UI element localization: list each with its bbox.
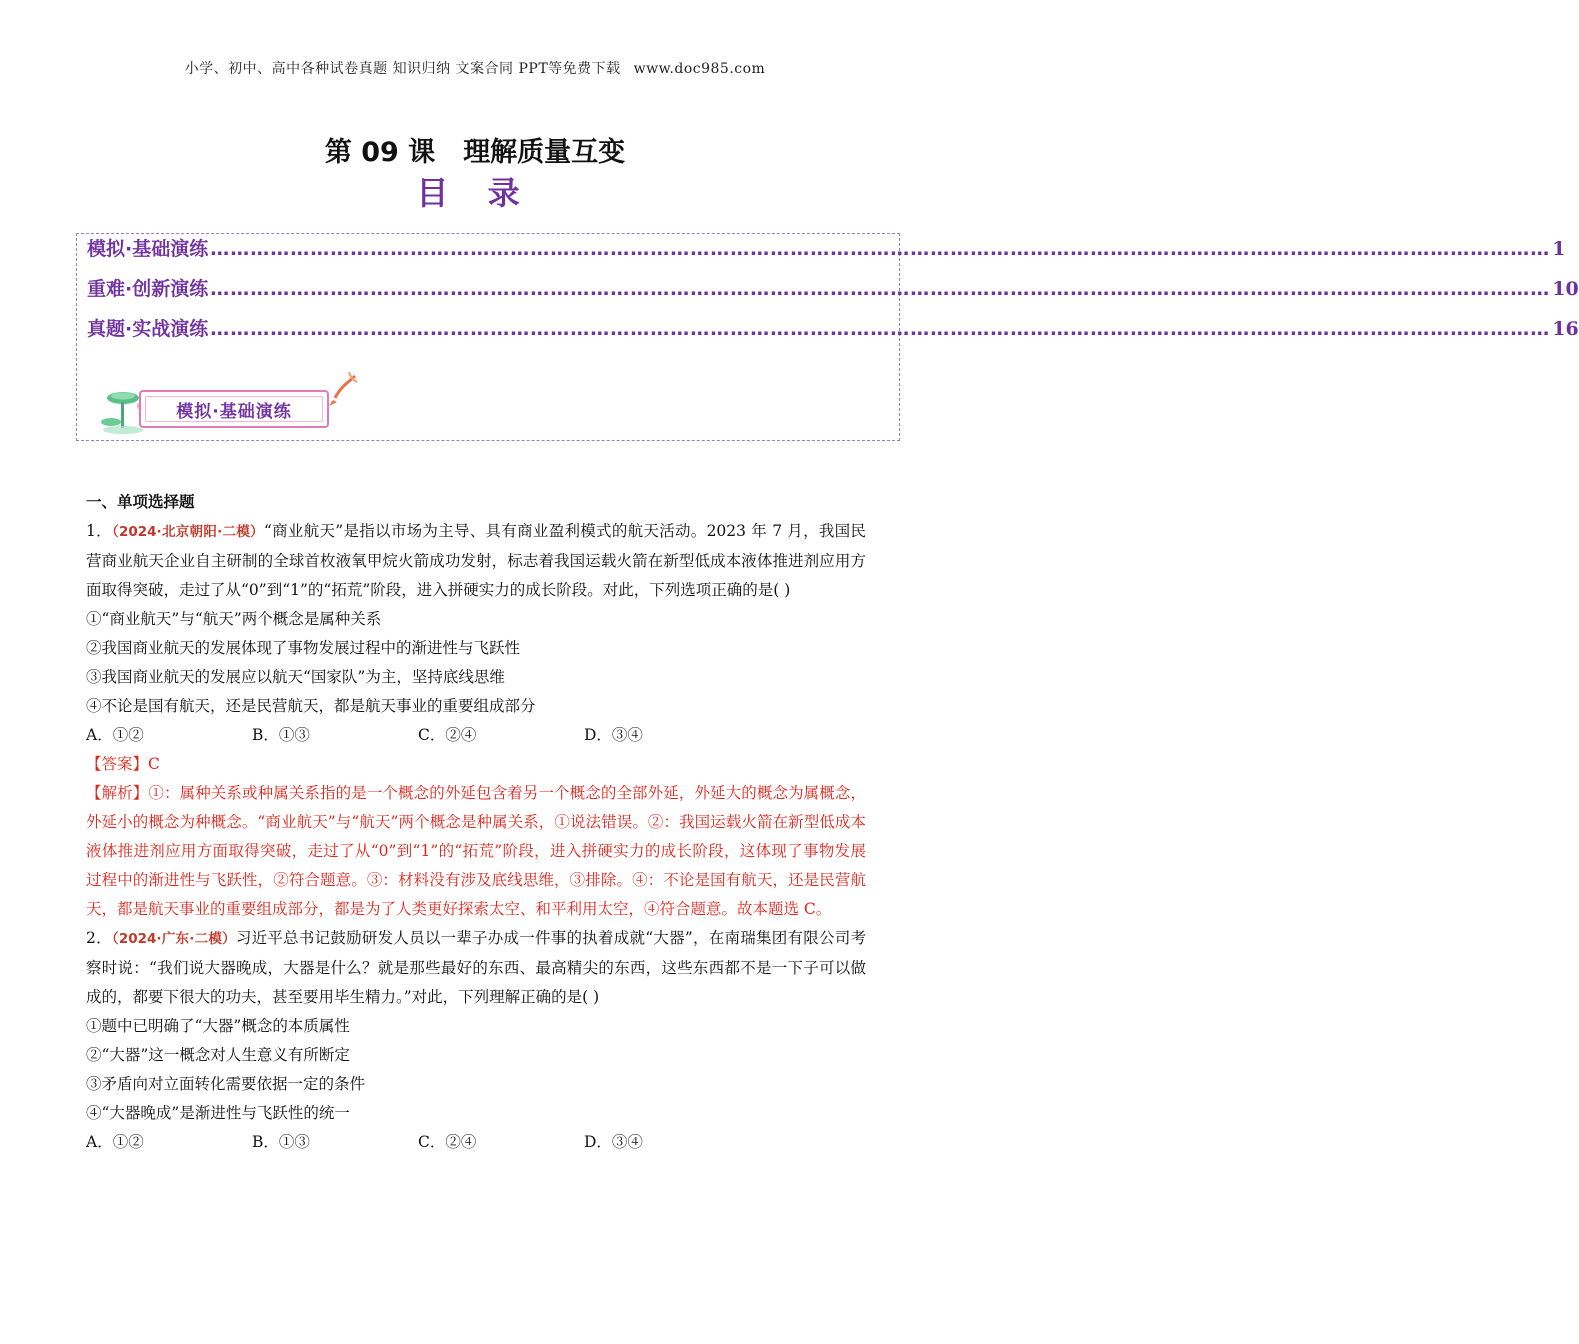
question-source: （2024·北京朝阳·二模） [111,524,264,540]
question-1-options [86,721,866,750]
toc-item-page[interactable]: 1 [1552,238,1566,260]
question-1-stem [86,517,866,605]
question-2-statement: ③矛盾向对立面转化需要依据一定的条件 [86,1075,366,1093]
option-c[interactable]: C．②④ [418,1133,477,1151]
option-c[interactable]: C．②④ [418,726,477,744]
page-header [0,58,950,78]
toc-item-advanced[interactable] [87,274,1579,302]
lesson-number: 第 09 课 [324,137,436,168]
question-1-statement: ④不论是国有航天，还是民营航天，都是航天事业的重要组成部分 [86,697,536,715]
analysis-tag: 【解析】 [86,784,149,802]
section-badge-label: 模拟·基础演练 [145,396,323,422]
question-source: （2024·广东·二模） [111,931,236,947]
question-1-statement: ①“商业航天”与“航天”两个概念是属种关系 [86,610,382,628]
question-2-statement: ②“大器”这一概念对人生意义有所断定 [86,1046,350,1064]
lesson-name: 理解质量互变 [463,137,626,168]
koi-fish-icon [327,368,361,408]
section-title: 一、单项选择题 [86,493,195,511]
lesson-title [0,130,950,169]
question-number: 2． [86,929,112,947]
option-a[interactable]: A．①② [86,1133,144,1151]
question-text: 习近平总书记鼓励研发人员以一辈子办成一件事的执着成就“大器”，在南瑞集团有限公司考察时说：“我们说大器晚成，大器是什么？就是那些最好的东西、最高精尖的东西，这些东西都不是一下子可以做成的，都要下很大的功夫，甚至要用毕生精力。”对此，下列理解正确的是( ) [86,929,866,1006]
question-1-analysis [86,779,866,924]
option-d[interactable]: D．③④ [584,1133,643,1151]
toc-item-basic[interactable] [87,234,1566,262]
question-2-options [86,1128,866,1157]
question-2-statement: ④“大器晚成”是渐进性与飞跃性的统一 [86,1104,350,1122]
option-b[interactable]: B．①③ [252,726,310,744]
section-badge [97,382,357,438]
toc-item-label[interactable]: 重难·创新演练 [87,278,209,300]
question-1-statement: ②我国商业航天的发展体现了事物发展过程中的渐进性与飞跃性 [86,639,521,657]
toc-leader-dots: ………………………………………………………………………………………………………………………………………………………………………………… [210,278,1551,300]
toc-heading: 目 录 [416,174,534,212]
toc-leader-dots: ………………………………………………………………………………………………………………………………………………………………………………… [210,318,1551,340]
question-2-statement: ①题中已明确了“大器”概念的本质属性 [86,1017,350,1035]
toc-item-page[interactable]: 16 [1552,318,1579,340]
question-content [86,488,866,1157]
header-promo-text: 小学、初中、高中各种试卷真题 知识归纳 文案合同 PPT等免费下载 [184,61,621,77]
toc-item-label[interactable]: 真题·实战演练 [87,318,209,340]
option-a[interactable]: A．①② [86,726,144,744]
analysis-text: ①：属种关系或种属关系指的是一个概念的外延包含着另一个概念的全部外延，外延大的概念为属概念，外延小的概念为种概念。“商业航天”与“航天”两个概念是种属关系，①说法错误。②：我国运载火箭在新型低成本液体推进剂应用方面取得突破，走过了从“0”到“1”的“拓荒”阶段，进入拼硬实力的成长阶段，这体现了事物发展过程中的渐进性与飞跃性，②符合题意。③：材料没有涉及底线思维，③排除。④：不论是国有航天，还是民营航天，都是航天事业的重要组成部分，都是为了人类更好探索太空、和平利用太空，④符合题意。故本题选 C。 [86,784,866,918]
toc-item-exam[interactable] [87,314,1579,342]
question-1-answer: 【答案】C [86,755,160,773]
question-text: “商业航天”是指以市场为主导、具有商业盈利模式的航天活动。2023 年 7 月，我国民营商业航天企业自主研制的全球首枚液氧甲烷火箭成功发射，标志着我国运载火箭在新型低成本液体推进剂应用方面取得突破，走过了从“0”到“1”的“拓荒”阶段，进入拼硬实力的成长阶段。对此，下列选项正确的是( ) [86,522,866,599]
toc-item-page[interactable]: 10 [1552,278,1579,300]
toc-item-label[interactable]: 模拟·基础演练 [87,238,209,260]
option-d[interactable]: D．③④ [584,726,643,744]
header-url[interactable]: www.doc985.com [633,61,766,77]
question-number: 1． [86,522,112,540]
question-2-stem [86,924,866,1012]
toc-leader-dots: ………………………………………………………………………………………………………………………………………………………………………………… [210,238,1551,260]
table-of-contents [76,233,1579,441]
option-b[interactable]: B．①③ [252,1133,310,1151]
question-1-statement: ③我国商业航天的发展应以航天“国家队”为主，坚持底线思维 [86,668,505,686]
section-badge-frame [139,390,329,428]
